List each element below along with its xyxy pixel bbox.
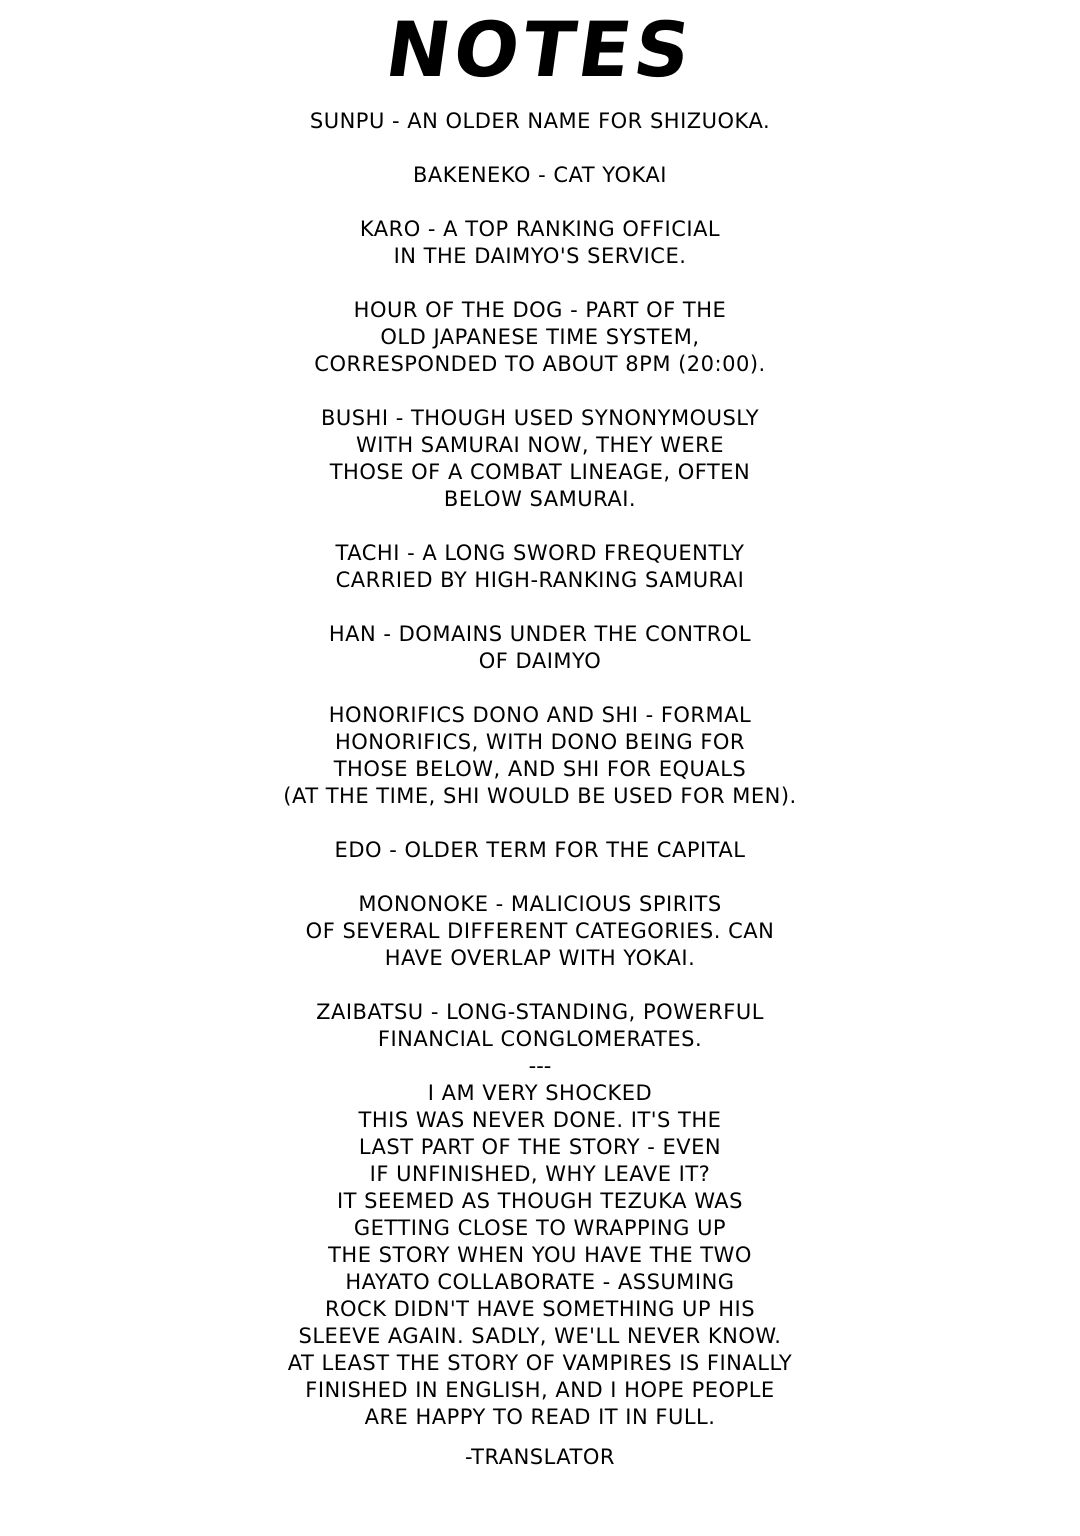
- note-bakeneko-line: BAKENEKO - CAT YOKAI: [413, 163, 667, 187]
- afterword-line: HAYATO COLLABORATE - ASSUMING: [345, 1270, 735, 1294]
- note-mononoke-line: MONONOKE - MALICIOUS SPIRITS: [358, 892, 722, 916]
- note-zaibatsu-line: ZAIBATSU - LONG-STANDING, POWERFUL: [316, 1000, 764, 1024]
- note-hour-of-the-dog-line: CORRESPONDED TO ABOUT 8PM (20:00).: [314, 352, 766, 376]
- spacer: [0, 675, 1080, 702]
- afterword-line: ARE HAPPY TO READ IT IN FULL.: [364, 1405, 716, 1429]
- note-zaibatsu-line: FINANCIAL CONGLOMERATES.: [377, 1027, 703, 1051]
- note-sunpu-line: SUNPU - AN OLDER NAME FOR SHIZUOKA.: [309, 109, 771, 133]
- spacer: [0, 378, 1080, 405]
- note-bushi-line: BELOW SAMURAI.: [443, 487, 637, 511]
- note-tachi-line: TACHI - A LONG SWORD FREQUENTLY: [335, 541, 745, 565]
- spacer: [0, 189, 1080, 216]
- note-han-line: HAN - DOMAINS UNDER THE CONTROL: [328, 622, 752, 646]
- note-bushi-line: THOSE OF A COMBAT LINEAGE, OFTEN: [329, 460, 751, 484]
- note-hour-of-the-dog-line: OLD JAPANESE TIME SYSTEM,: [380, 325, 700, 349]
- afterword-line: I AM VERY SHOCKED: [427, 1081, 653, 1105]
- note-hour-of-the-dog-line: HOUR OF THE DOG - PART OF THE: [353, 298, 727, 322]
- afterword-line: SLEEVE AGAIN. SADLY, WE'LL NEVER KNOW.: [298, 1324, 782, 1348]
- note-mononoke-line: HAVE OVERLAP WITH YOKAI.: [384, 946, 696, 970]
- note-han-line: OF DAIMYO: [478, 649, 602, 673]
- spacer: [0, 972, 1080, 999]
- afterword-line: THIS WAS NEVER DONE. IT'S THE: [358, 1108, 722, 1132]
- note-karo-line: IN THE DAIMYO'S SERVICE.: [393, 244, 687, 268]
- note-karo-line: KARO - A TOP RANKING OFFICIAL: [359, 217, 721, 241]
- afterword-line: ROCK DIDN'T HAVE SOMETHING UP HIS: [324, 1297, 756, 1321]
- note-tachi-line: CARRIED BY HIGH-RANKING SAMURAI: [335, 568, 745, 592]
- spacer: [0, 864, 1080, 891]
- afterword-line: LAST PART OF THE STORY - EVEN: [358, 1135, 722, 1159]
- page-title: NOTES: [380, 5, 700, 94]
- spacer: [0, 513, 1080, 540]
- notes-text: [0, 108, 1080, 1431]
- spacer: [0, 135, 1080, 162]
- afterword-line: GETTING CLOSE TO WRAPPING UP: [353, 1216, 727, 1240]
- spacer: [0, 810, 1080, 837]
- afterword-line: IF UNFINISHED, WHY LEAVE IT?: [369, 1162, 711, 1186]
- note-bushi-line: WITH SAMURAI NOW, THEY WERE: [356, 433, 724, 457]
- afterword-line: AT LEAST THE STORY OF VAMPIRES IS FINALLY: [287, 1351, 793, 1375]
- note-mononoke-line: OF SEVERAL DIFFERENT CATEGORIES. CAN: [305, 919, 775, 943]
- afterword-line: FINISHED IN ENGLISH, AND I HOPE PEOPLE: [305, 1378, 775, 1402]
- note-honorifics-line: (AT THE TIME, SHI WOULD BE USED FOR MEN).: [283, 784, 797, 808]
- afterword-line: IT SEEMED AS THOUGH TEZUKA WAS: [336, 1189, 744, 1213]
- note-honorifics-line: HONORIFICS DONO AND SHI - FORMAL: [328, 703, 752, 727]
- note-edo-line: EDO - OLDER TERM FOR THE CAPITAL: [334, 838, 746, 862]
- section-separator: ---: [528, 1054, 552, 1078]
- note-honorifics-line: THOSE BELOW, AND SHI FOR EQUALS: [333, 757, 747, 781]
- translator-signature: -TRANSLATOR: [465, 1445, 615, 1469]
- note-honorifics-line: HONORIFICS, WITH DONO BEING FOR: [334, 730, 746, 754]
- spacer: [0, 594, 1080, 621]
- afterword-line: THE STORY WHEN YOU HAVE THE TWO: [328, 1243, 752, 1267]
- spacer: [0, 270, 1080, 297]
- note-bushi-line: BUSHI - THOUGH USED SYNONYMOUSLY: [320, 406, 760, 430]
